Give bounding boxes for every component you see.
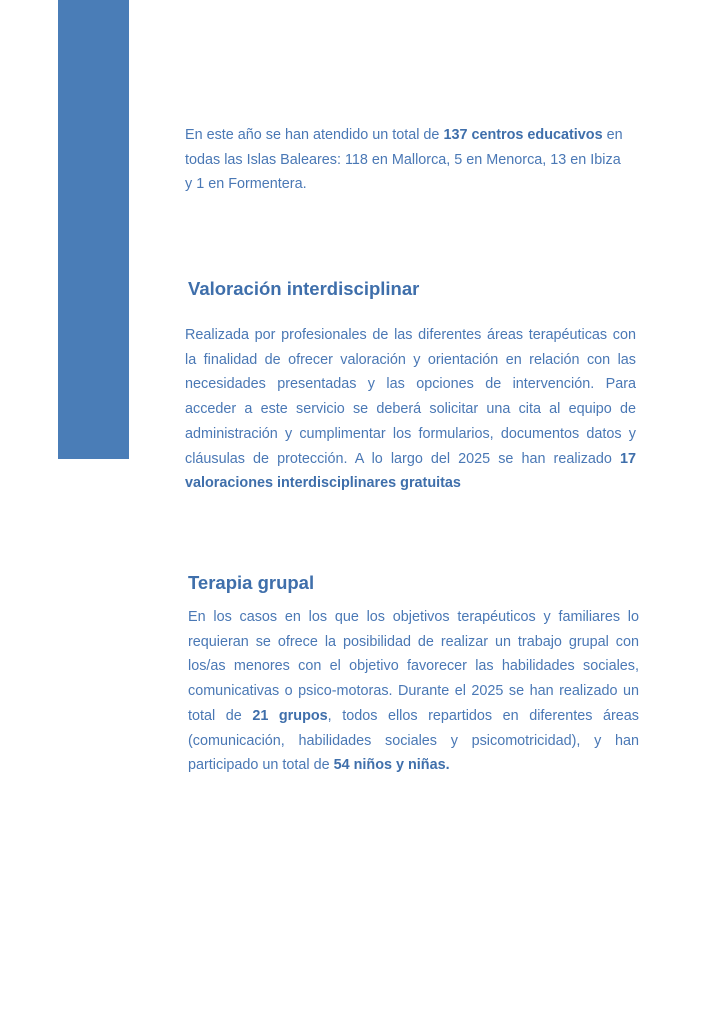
terapia-highlight-ninos: 54 niños y niñas. <box>333 757 450 774</box>
terapia-paragraph <box>188 605 639 778</box>
valoracion-highlight: 17 valoraciones interdisciplinares gratuitas <box>185 450 636 492</box>
terapia-text-1: En los casos en los que los objetivos terapéuticos y familiares lo requieran se ofrece la posibilidad de realizar un trabajo grupal con los/as menores con el objetivo favorecer las habilidades sociales, comunicativas o psico-motoras. Durante el 2025 se han realizado un total de <box>188 609 639 724</box>
intro-paragraph <box>185 123 625 197</box>
terapia-highlight-grupos: 21 grupos <box>252 707 328 724</box>
intro-highlight-centros: 137 centros educativos <box>443 127 603 143</box>
intro-text-1: En este año se han atendido un total de <box>185 127 444 143</box>
valoracion-paragraph <box>185 323 636 496</box>
intro-text-2: en todas las Islas Baleares: 118 en Mallorca, 5 en Menorca, 13 en Ibiza y 1 en Formentera. <box>185 127 623 193</box>
section-title-terapia: Terapia grupal <box>188 572 315 593</box>
valoracion-text-1: Realizada por profesionales de las diferentes áreas terapéuticas con la finalidad de ofrecer valoración y orientación en relación con las necesidades presentadas y las opciones de intervención. Para acceder a este servicio se deberá solicitar una cita al equipo de administración y cumplimentar los formularios, documentos datos y cláusulas de protección. A lo largo del 2025 se han realizado <box>185 327 636 467</box>
section-title-valoracion: Valoración interdisciplinar <box>188 278 420 299</box>
terapia-text-2: , todos ellos repartidos en diferentes áreas (comunicación, habilidades sociales y psicomotricidad), y han participado un total de <box>188 707 639 774</box>
decorative-side-bar <box>58 0 129 459</box>
